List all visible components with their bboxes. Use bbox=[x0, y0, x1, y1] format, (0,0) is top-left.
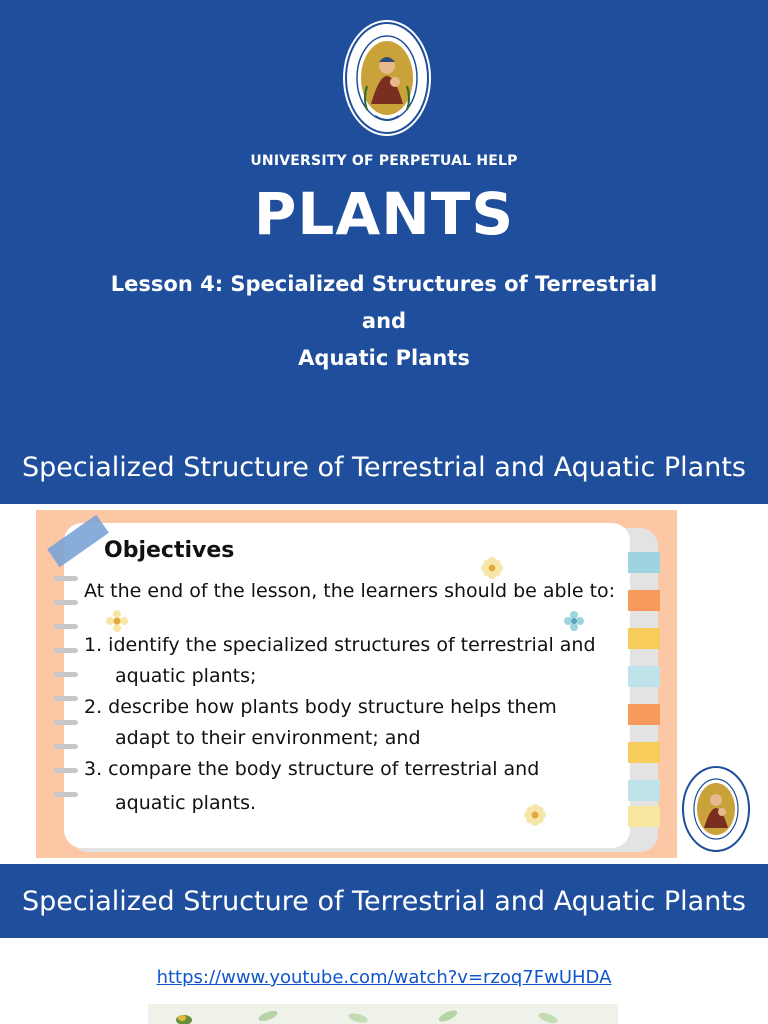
objective-item: 1. identify the specialized structures of terrestrial and bbox=[84, 634, 596, 656]
decorative-leaf-image bbox=[148, 1004, 618, 1024]
tab-marker bbox=[628, 590, 660, 611]
binder-ring bbox=[54, 720, 78, 725]
university-seal-logo bbox=[682, 766, 750, 852]
lesson-subtitle-line2: Aquatic Plants bbox=[298, 346, 470, 370]
section-header-bar: Specialized Structure of Terrestrial and Aquatic Plants bbox=[0, 864, 768, 938]
blue-flower-icon bbox=[563, 610, 585, 632]
objectives-intro: At the end of the lesson, the learners should be able to: bbox=[84, 580, 616, 602]
tab-marker bbox=[628, 628, 660, 649]
binder-ring bbox=[54, 744, 78, 749]
objective-item: aquatic plants; bbox=[115, 665, 257, 687]
objectives-heading: Objectives bbox=[104, 538, 235, 563]
title-slide bbox=[0, 0, 768, 430]
binder-ring bbox=[54, 576, 78, 581]
objective-item: adapt to their environment; and bbox=[115, 727, 421, 749]
lesson-subtitle-line1: Lesson 4: Specialized Structures of Terrestrial and bbox=[110, 272, 658, 333]
binder-ring bbox=[54, 792, 78, 797]
binder-ring bbox=[54, 648, 78, 653]
objective-item: aquatic plants. bbox=[115, 792, 257, 814]
binder-ring bbox=[54, 696, 78, 701]
objective-item: 2. describe how plants body structure helps them bbox=[84, 696, 557, 718]
lesson-subtitle bbox=[110, 266, 658, 377]
daisy-icon bbox=[524, 804, 546, 826]
tab-marker bbox=[628, 806, 660, 827]
notebook-rings bbox=[54, 576, 80, 806]
notebook-tabs bbox=[628, 548, 662, 838]
daisy-icon bbox=[106, 610, 128, 632]
tab-marker bbox=[628, 780, 660, 801]
tab-marker bbox=[628, 704, 660, 725]
binder-ring bbox=[54, 672, 78, 677]
tab-marker bbox=[628, 552, 660, 573]
tab-marker bbox=[628, 742, 660, 763]
binder-ring bbox=[54, 768, 78, 773]
binder-ring bbox=[54, 600, 78, 605]
youtube-link[interactable]: https://www.youtube.com/watch?v=rzoq7FwUHDA bbox=[156, 967, 612, 988]
objective-item: 3. compare the body structure of terrestrial and bbox=[84, 758, 540, 780]
university-seal-logo bbox=[341, 18, 433, 140]
university-name: UNIVERSITY OF PERPETUAL HELP bbox=[250, 153, 518, 169]
tab-marker bbox=[628, 666, 660, 687]
leaf-pattern-icon bbox=[148, 1004, 618, 1024]
daisy-icon bbox=[481, 557, 503, 579]
section-header-bar: Specialized Structure of Terrestrial and Aquatic Plants bbox=[0, 430, 768, 504]
binder-ring bbox=[54, 624, 78, 629]
page-title: PLANTS bbox=[253, 180, 515, 248]
